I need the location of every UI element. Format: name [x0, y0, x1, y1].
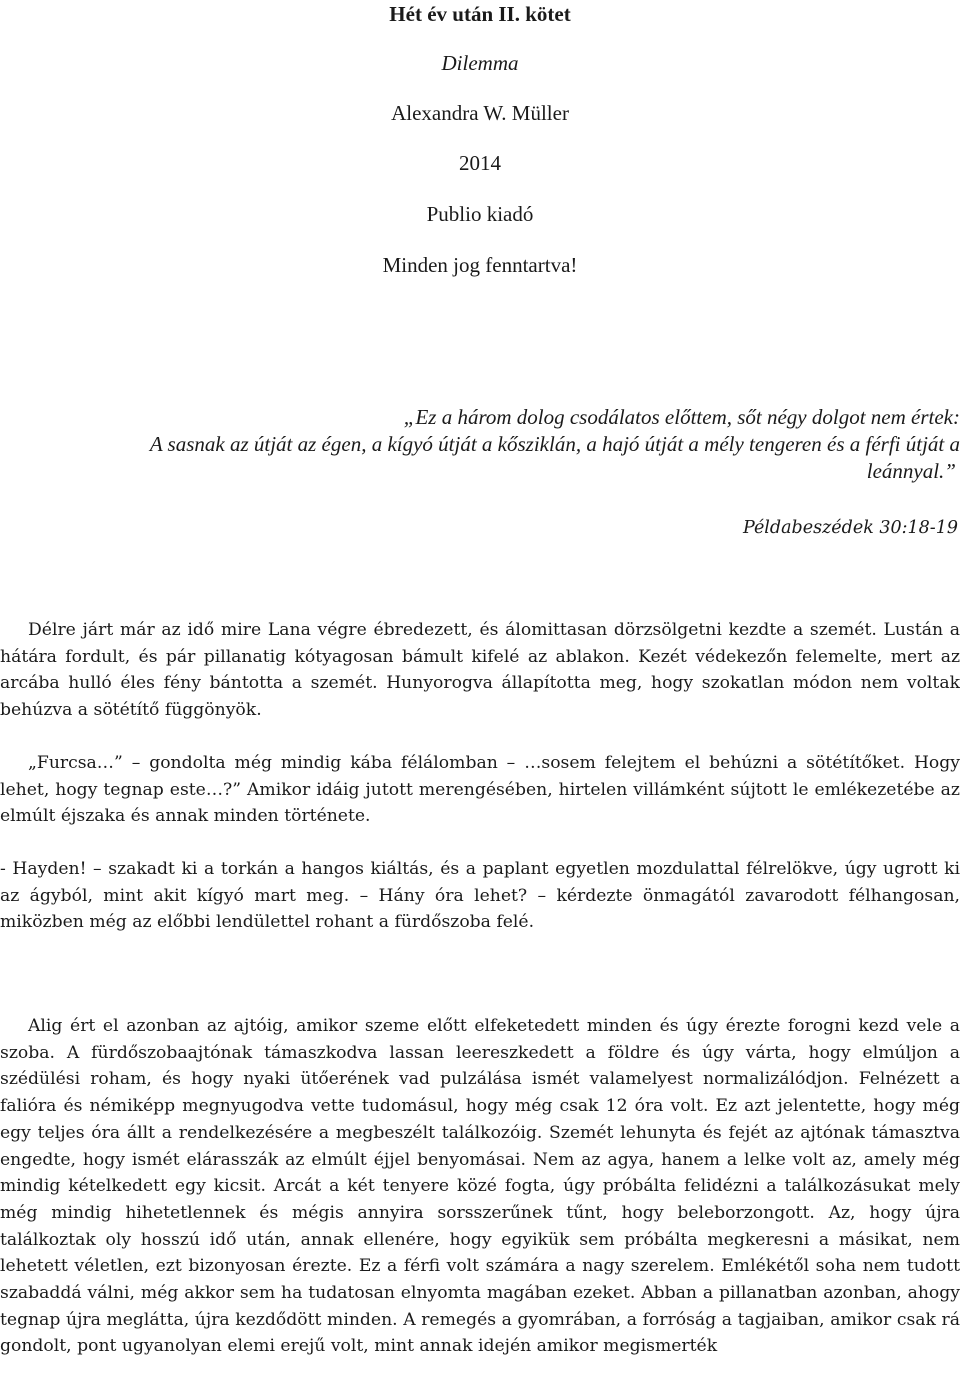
author-name: Alexandra W. Müller: [391, 101, 569, 125]
paragraph-3: - Hayden! – szakadt ki a torkán a hangos kiáltás, és a paplant egyetlen mozdulattal félrelökve, úgy ugrott ki az ágyból, mint akit kígyó mart meg. – Hány óra lehet? – kérdezte önmagától zavarodott félhangosan, miközben még az előbbi lendülettel rohant a fürdőszoba felé.: [0, 859, 960, 933]
epigraph-citation: Példabeszédek 30:18-19: [742, 518, 958, 538]
paragraph-4: Alig ért el azonban az ajtóig, amikor szeme előtt elfeketedett minden és úgy érezte forogni kezd vele a szoba. A fürdőszobaajtónak támaszkodva lassan leereszkedett a földre és úgy várta, hogy elmúljon a szédülési roham, és hogy nyaki ütőerének vad pulzálása ismét valamelyest normalizálódjon. Felnézett a falióra és némiképp megnyugodva vette tudomásul, hogy még csak 12 óra volt. Ez azt jelentette, hogy még egy teljes óra állt a rendelkezésére a megbeszélt találkozóig. Szemét lehunyta és fejét az ajtónak támasztva engedte, hogy ismét elárasszák az elmúlt éjjel benyomásai. Nem az agya, hanem a lelke volt az, amely még mindig kételkedett egy kicsit. Arcát a két tenyere közé fogta, úgy próbálta felidézni a találkozásukat mely még mindig hihetetlennek és mégis annyira sorsszerűnek tűnt, hogy beleborzongott. Az, hogy újra találkoztak oly hosszú idő után, annak ellenére, hogy egyikük sem próbálta megkeresni a másikat, nem lehetett véletlen, ezt bizonyosan érezte. Ez a férfi volt számára a nagy szerelem. Emlékétől soha nem tudott szabaddá válni, még akkor sem ha tudatosan elnyomta magában ezeket. Abban a pillanatban azonban, ahogy tegnap újra meglátta, újra kezdődött minden. A remegés a gyomrában, a forróság a tagjaiban, amikor csak rá gondolt, pont ugyanolyan elemi erejű volt, mint annak idején amikor megismerték: [0, 1016, 960, 1357]
publisher-name: Publio kiadó: [426, 202, 534, 226]
publication-year: 2014: [459, 151, 501, 175]
epigraph-line-3: leánnyal.”: [866, 459, 956, 483]
book-subtitle: Dilemma: [441, 51, 519, 75]
book-title: Hét év után II. kötet: [389, 2, 571, 26]
epigraph-line-1: „Ez a három dolog csodálatos előttem, sőt négy dolgot nem értek:: [403, 405, 960, 429]
paragraph-2: „Furcsa…” – gondolta még mindig kába félálomban – …sosem felejtem el behúzni a sötétítőket. Hogy lehet, hogy tegnap este…?” Amikor idáig jutott merengésében, hirtelen villámként sújtott le emlékezetébe az elmúlt éjszaka és annak minden története.: [0, 753, 960, 827]
epigraph: [0, 404, 960, 485]
epigraph-line-2: A sasnak az útját az égen, a kígyó útját a kősziklán, a hajó útját a mély tengeren és a férfi útját a: [149, 432, 960, 456]
paragraph-1: Délre járt már az idő mire Lana végre ébredezett, és álomittasan dörzsölgetni kezdte a szemét. Lustán a hátára fordult, és pár pillanatig kótyagosan bámult kifelé az ablakon. Kezét védekezőn felemelte, mert az arcába hulló éles fény bántotta a szemét. Hunyorogva állapította meg, hogy szokatlan módon nem voltak behúzva a sötétítő függönyök.: [0, 620, 960, 721]
rights-notice: Minden jog fenntartva!: [382, 253, 578, 277]
